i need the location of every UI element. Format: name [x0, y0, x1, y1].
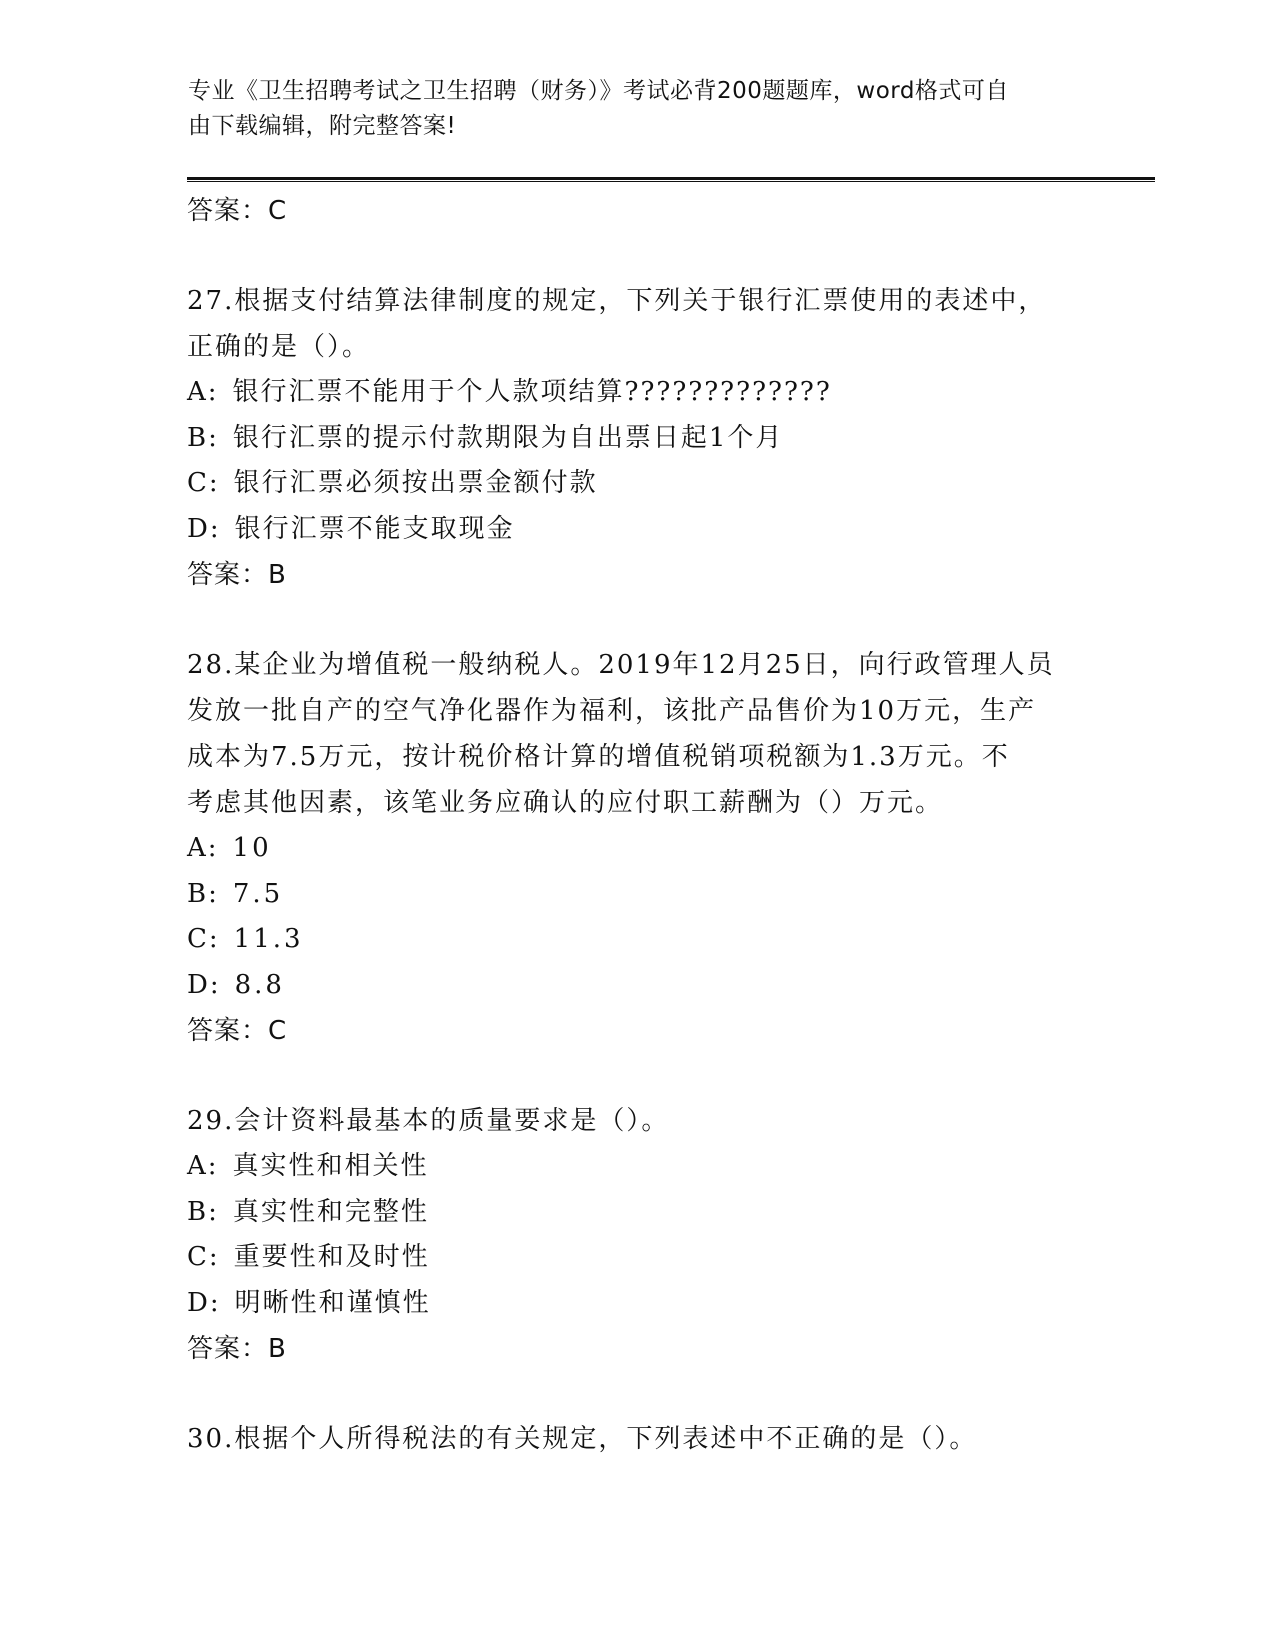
- question-28: [187, 642, 1087, 1054]
- option-text: 明晰性和谨慎性: [234, 1287, 431, 1318]
- option-text: 银行汇票不能支取现金: [234, 513, 515, 544]
- option-text: 10: [232, 833, 272, 863]
- question-27: [187, 278, 1087, 598]
- question-29: [187, 1098, 1087, 1372]
- option-c: [187, 917, 1087, 963]
- answer-line: 答案：C: [187, 196, 288, 226]
- option-b: [187, 1190, 1087, 1236]
- question-list: [187, 188, 1087, 1462]
- question-stem: 30.根据个人所得税法的有关规定，下列表述中不正确的是（）。: [187, 1424, 978, 1454]
- option-c: [187, 1235, 1087, 1281]
- option-text: 7.5: [232, 878, 284, 909]
- option-b: [187, 872, 1087, 918]
- option-letter: C:: [187, 468, 220, 498]
- option-letter: A:: [187, 1151, 219, 1181]
- option-letter: D:: [187, 513, 221, 544]
- option-a: [187, 826, 1087, 872]
- option-letter: B:: [187, 422, 219, 453]
- option-text: 真实性和完整性: [232, 1196, 429, 1227]
- header-line-2: 由下载编辑，附完整答案!: [188, 113, 457, 139]
- header-divider: [187, 177, 1155, 182]
- question-stem: 发放一批自产的空气净化器作为福利，该批产品售价为10万元，生产: [187, 696, 1037, 726]
- option-text: 11.3: [233, 924, 304, 954]
- question-stem: 成本为7.5万元，按计税价格计算的增值税销项税额为1.3万元。不: [187, 742, 1010, 772]
- option-text: 8.8: [234, 969, 285, 1000]
- option-letter: A:: [187, 833, 219, 863]
- header-line-1: 专业《卫生招聘考试之卫生招聘（财务）》考试必背200题题库，word格式可自: [188, 78, 1009, 104]
- question-stem: 28.某企业为增值税一般纳税人。2019年12月25日，向行政管理人员: [187, 650, 1055, 680]
- option-letter: C:: [187, 1242, 220, 1272]
- option-c: [187, 461, 1087, 507]
- answer-line: 答案：B: [187, 1334, 287, 1364]
- option-letter: D:: [187, 1287, 221, 1318]
- option-text: 真实性和相关性: [232, 1151, 429, 1181]
- option-text: 银行汇票的提示付款期限为自出票日起1个月: [232, 422, 784, 453]
- answer-line: 答案：C: [187, 1016, 288, 1046]
- option-text: 银行汇票不能用于个人款项结算?????????????: [232, 377, 832, 407]
- option-a: [187, 1144, 1087, 1190]
- option-d: [187, 507, 1087, 553]
- question-stem: 考虑其他因素，该笔业务应确认的应付职工薪酬为（）万元。: [187, 788, 944, 818]
- answer-line: 答案：B: [187, 560, 287, 590]
- option-letter: C:: [187, 924, 220, 954]
- option-text: 重要性和及时性: [233, 1242, 430, 1272]
- option-letter: B:: [187, 878, 219, 909]
- option-d: [187, 1281, 1087, 1327]
- option-letter: D:: [187, 969, 221, 1000]
- option-letter: A:: [187, 377, 219, 407]
- document-header: [188, 74, 1088, 144]
- option-letter: B:: [187, 1196, 219, 1227]
- option-b: [187, 416, 1087, 462]
- option-a: [187, 370, 1087, 416]
- option-text: 银行汇票必须按出票金额付款: [233, 468, 598, 498]
- question-30: [187, 1416, 1087, 1462]
- question-stem: 正确的是（）。: [187, 332, 371, 362]
- option-d: [187, 963, 1087, 1009]
- question-stem: 27.根据支付结算法律制度的规定，下列关于银行汇票使用的表述中，: [187, 286, 1047, 316]
- question-stem: 29.会计资料最基本的质量要求是（）。: [187, 1106, 670, 1136]
